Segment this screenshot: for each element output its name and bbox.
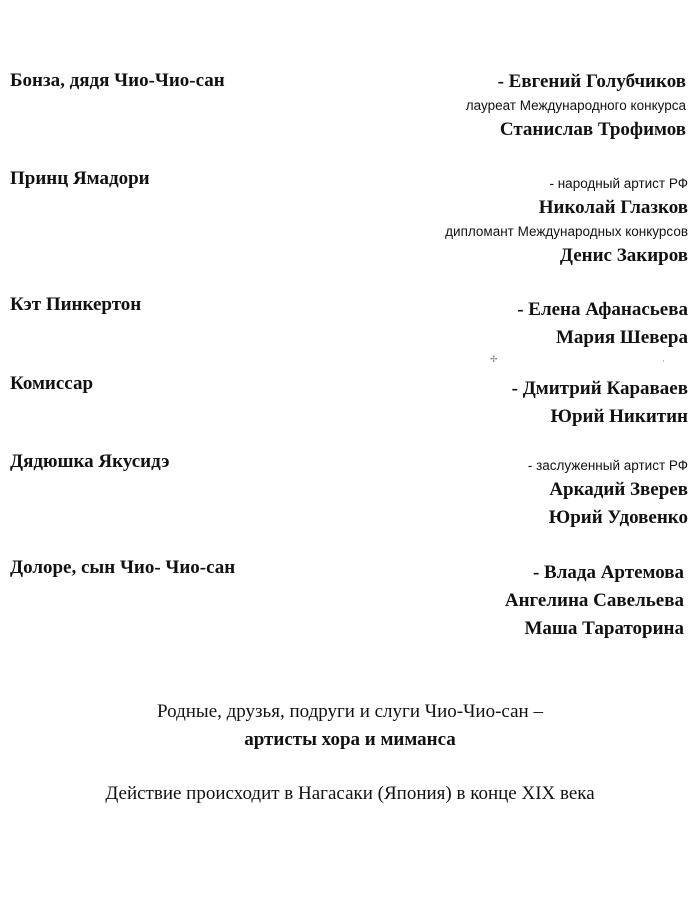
role-bonze: Бонза, дядя Чио-Чио-сан [10, 70, 225, 91]
role-commissioner: Комиссар [10, 373, 94, 394]
performer-name: Юрий Никитин [550, 406, 688, 427]
performer-name: - Дмитрий Караваев [511, 378, 688, 399]
role-uncle-yakuside: Дядюшка Якусидэ [10, 451, 170, 472]
performer-name: Мария Шевера [555, 327, 688, 348]
cast-bonze [466, 68, 686, 144]
performer-name: Маша Тараторина [524, 618, 684, 639]
performer-title: лауреат Международного конкурса [465, 98, 686, 113]
performer-name: - Елена Афанасьева [517, 299, 688, 320]
performer-name: Николай Глазков [538, 197, 688, 218]
cast-prince-yamadori [445, 174, 688, 270]
cast-uncle-yakuside [528, 456, 688, 532]
performer-name: Денис Закиров [559, 245, 688, 266]
scan-speck-mark: · [662, 356, 665, 366]
performer-name: Аркадий Зверев [549, 479, 688, 500]
performer-title: - народный артист РФ [549, 176, 688, 191]
role-prince-yamadori: Принц Ямадори [10, 168, 150, 189]
performer-name: - Евгений Голубчиков [497, 71, 686, 92]
scan-speck-mark: ✢ [490, 354, 498, 364]
cast-commissioner [512, 375, 688, 431]
chorus-description: Родные, друзья, подруги и слуги Чио-Чио-сан – [157, 701, 543, 722]
chorus-credit: артисты хора и миманса [244, 729, 456, 750]
performer-name: - Влада Артемова [532, 562, 684, 583]
performer-name: Юрий Удовенко [548, 507, 688, 528]
role-kate-pinkerton: Кэт Пинкертон [10, 294, 142, 315]
cast-kate-pinkerton [517, 296, 688, 352]
performer-title: - заслуженный артист РФ [527, 458, 688, 473]
performer-title: дипломант Международных конкурсов [445, 224, 688, 239]
setting-note: Действие происходит в Нагасаки (Япония) в конце XIX века [105, 783, 595, 804]
role-dolore: Долоре, сын Чио- Чио-сан [10, 557, 236, 578]
cast-dolore [505, 559, 684, 643]
performer-name: Ангелина Савельева [504, 590, 684, 611]
performer-name: Станислав Трофимов [499, 119, 686, 140]
